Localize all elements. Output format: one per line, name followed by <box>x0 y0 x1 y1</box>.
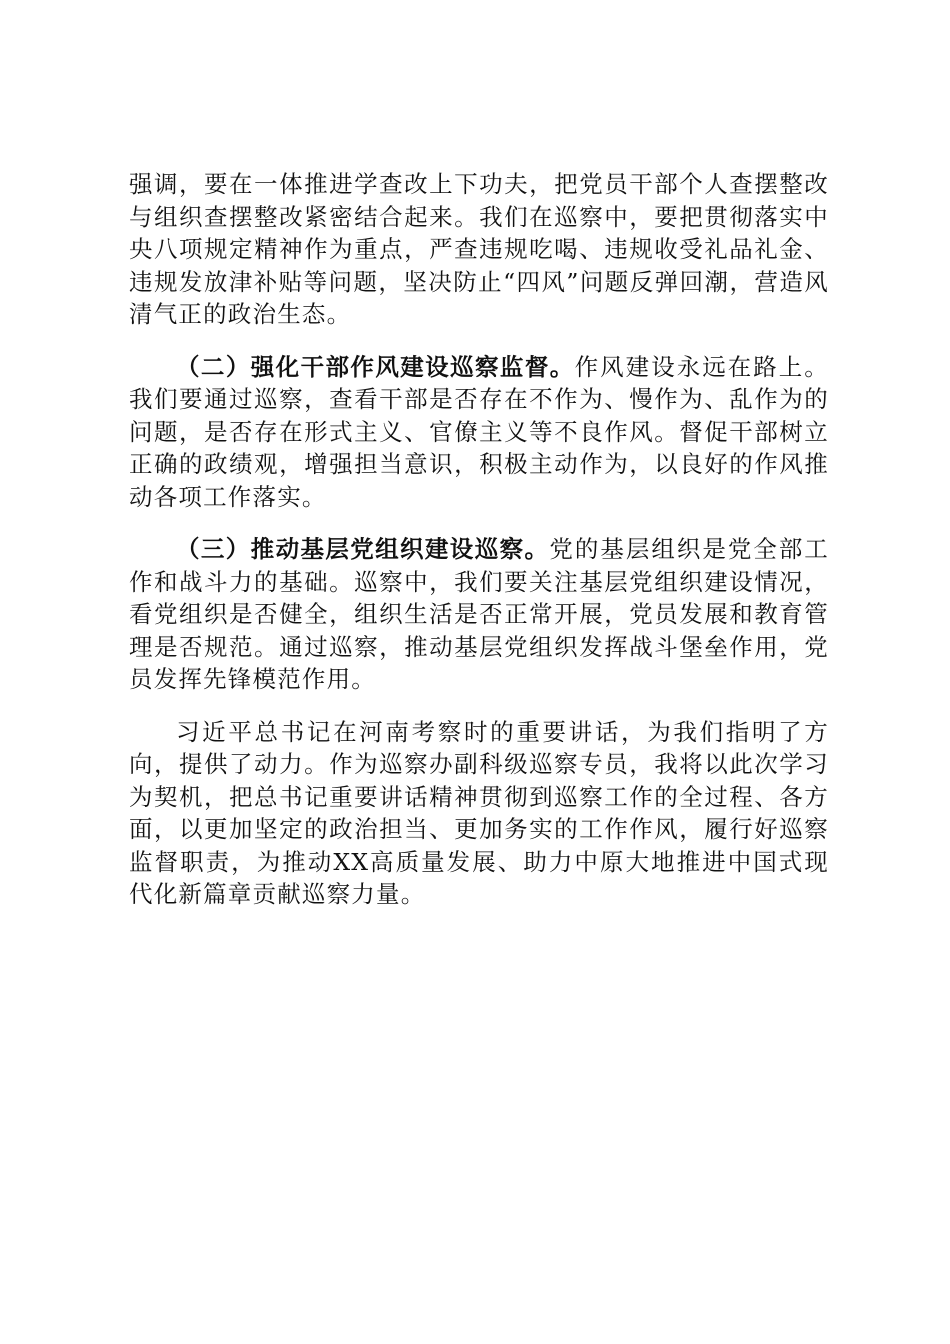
paragraph-text: 作风建设永远在路上。我们要通过巡察，查看干部是否存在不作为、慢作为、乱作为的问题，是否存在形式主义、官僚主义等不良作风。督促干部树立正确的政绩观，增强担当意识，积极主动作为，以良好的作风推动各项工作落实。 <box>129 352 829 511</box>
paragraph-text: 党的基层组织是党全部工作和战斗力的基础。巡察中，我们要关注基层党组织建设情况，看党组织是否健全，组织生活是否正常开展，党员发展和教育管理是否规范。通过巡察，推动基层党组织发挥战斗堡垒作用，党员发挥先锋模范作用。 <box>129 535 830 693</box>
paragraph-text: 强调，要在一体推进学查改上下功夫，把党员干部个人查摆整改与组织查摆整改紧密结合起来。我们在巡察中，要把贯彻落实中央八项规定精神作为重点，严查违规吃喝、违规收受礼品礼金、违规发放津补贴等问题，坚决防止“四风”问题反弹回潮，营造风清气正的政治生态。 <box>129 170 829 328</box>
section-heading: （三）推动基层党组织建设巡察。 <box>176 535 550 563</box>
paragraph-grassroots-party-organization <box>129 533 829 696</box>
paragraph-conclusion <box>129 716 829 911</box>
section-heading: （二）强化干部作风建设巡察监督。 <box>176 352 575 381</box>
paragraph-text: 习近平总书记在河南考察时的重要讲话，为我们指明了方向，提供了动力。作为巡察办副科级巡察专员，我将以此次学习为契机，把总书记重要讲话精神贯彻到巡察工作的全过程、各方面，以更加坚定的政治担当、更加务实的工作作风，履行好巡察监督职责，为推动XX高质量发展、助力中原大地推进中国式现代化新篇章贡献巡察力量。 <box>129 717 829 908</box>
document-body <box>129 168 829 931</box>
paragraph-cadre-style-supervision <box>129 351 829 514</box>
paragraph-continuation <box>129 168 829 331</box>
